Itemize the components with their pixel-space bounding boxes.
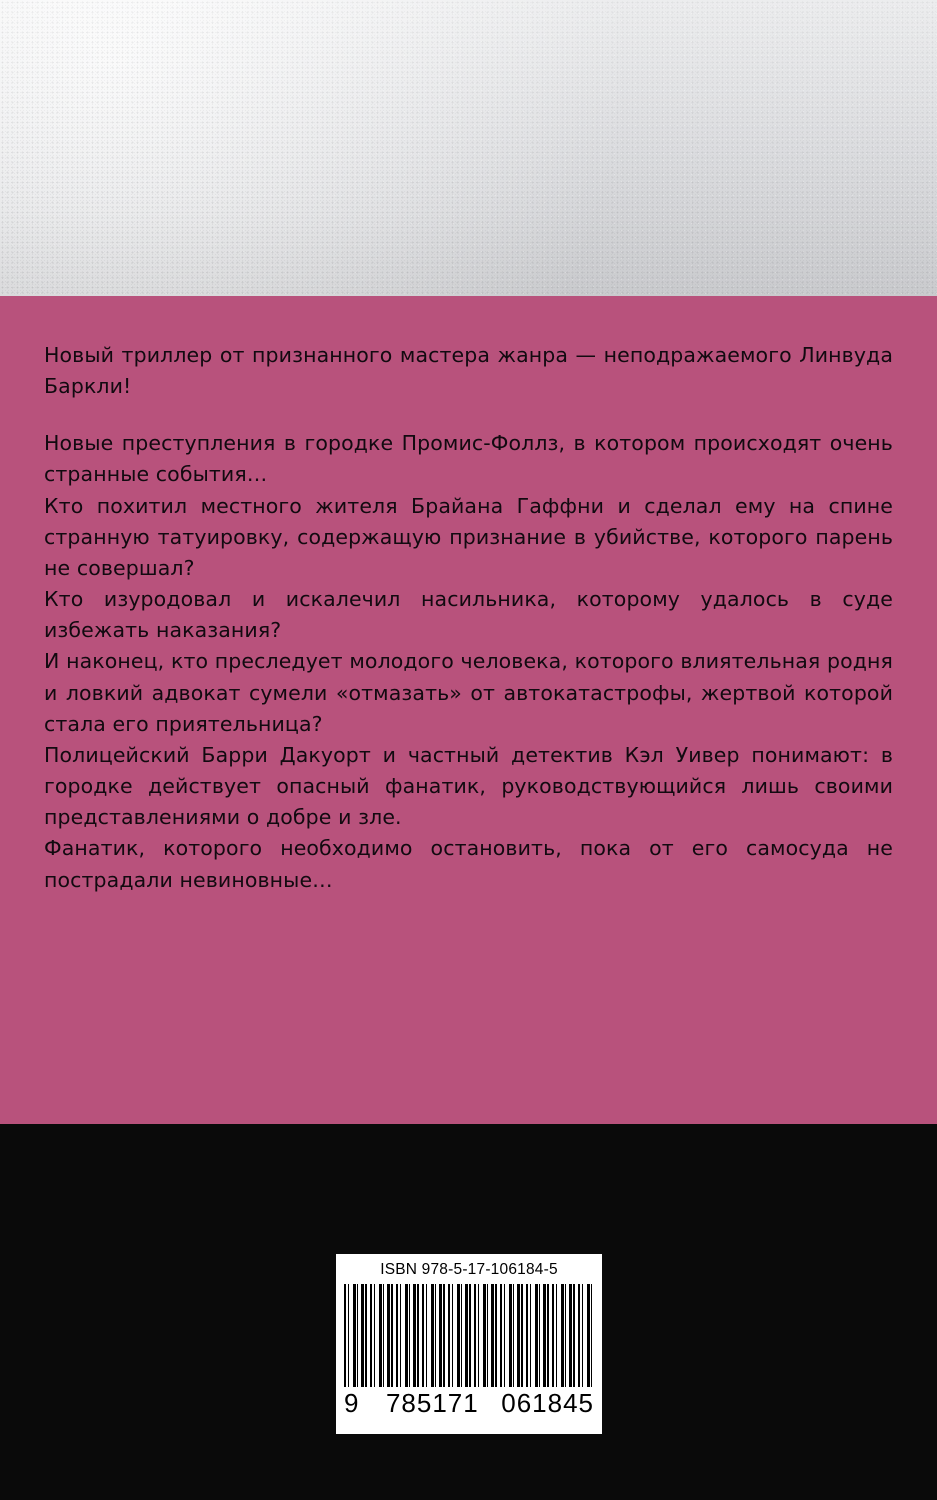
blurb-paragraph: Новые преступления в городке Промис-Фоллз, в котором происходят очень странные события… <box>44 431 893 487</box>
texture-vignette-overlay <box>0 0 937 296</box>
blurb-paragraph: Полицейский Барри Дакуорт и частный детектив Кэл Уивер понимают: в городке действует опасный фанатик, руководствующийся лишь своими представлениями о добре и зле. <box>44 742 893 830</box>
barcode-digit-group-1: 785171 <box>385 1388 479 1418</box>
barcode-block <box>336 1254 602 1434</box>
top-texture-panel <box>0 0 937 296</box>
blurb-body <box>44 428 893 895</box>
barcode-digit-lead: 9 <box>344 1388 360 1418</box>
barcode-digits <box>344 1390 594 1416</box>
blurb-paragraph: Кто похитил местного жителя Брайана Гаффни и сделал ему на спине странную татуировку, содержащую признание в убийстве, которого парень не совершал? <box>44 493 893 580</box>
barcode-bars-icon <box>344 1284 594 1387</box>
isbn-label: ISBN 978-5-17-106184-5 <box>380 1261 558 1278</box>
blurb-paragraph: Кто изуродовал и искалечил насильника, которому удалось в суде избежать наказания? <box>44 587 893 643</box>
barcode-digit-group-2: 061845 <box>501 1388 594 1418</box>
blurb-paragraph: И наконец, кто преследует молодого человека, которого влиятельная родня и ловкий адвокат сумели «отмазать» от автокатастрофы, жертвой которой стала его приятельница? <box>44 649 893 736</box>
blurb-lead-paragraph: Новый триллер от признанного мастера жанра — неподражаемого Линвуда Баркли! <box>44 343 893 399</box>
blurb-paragraph: Фанатик, которого необходимо остановить, пока от его самосуда не пострадали невиновные… <box>44 836 893 892</box>
blurb-panel <box>0 296 937 1124</box>
